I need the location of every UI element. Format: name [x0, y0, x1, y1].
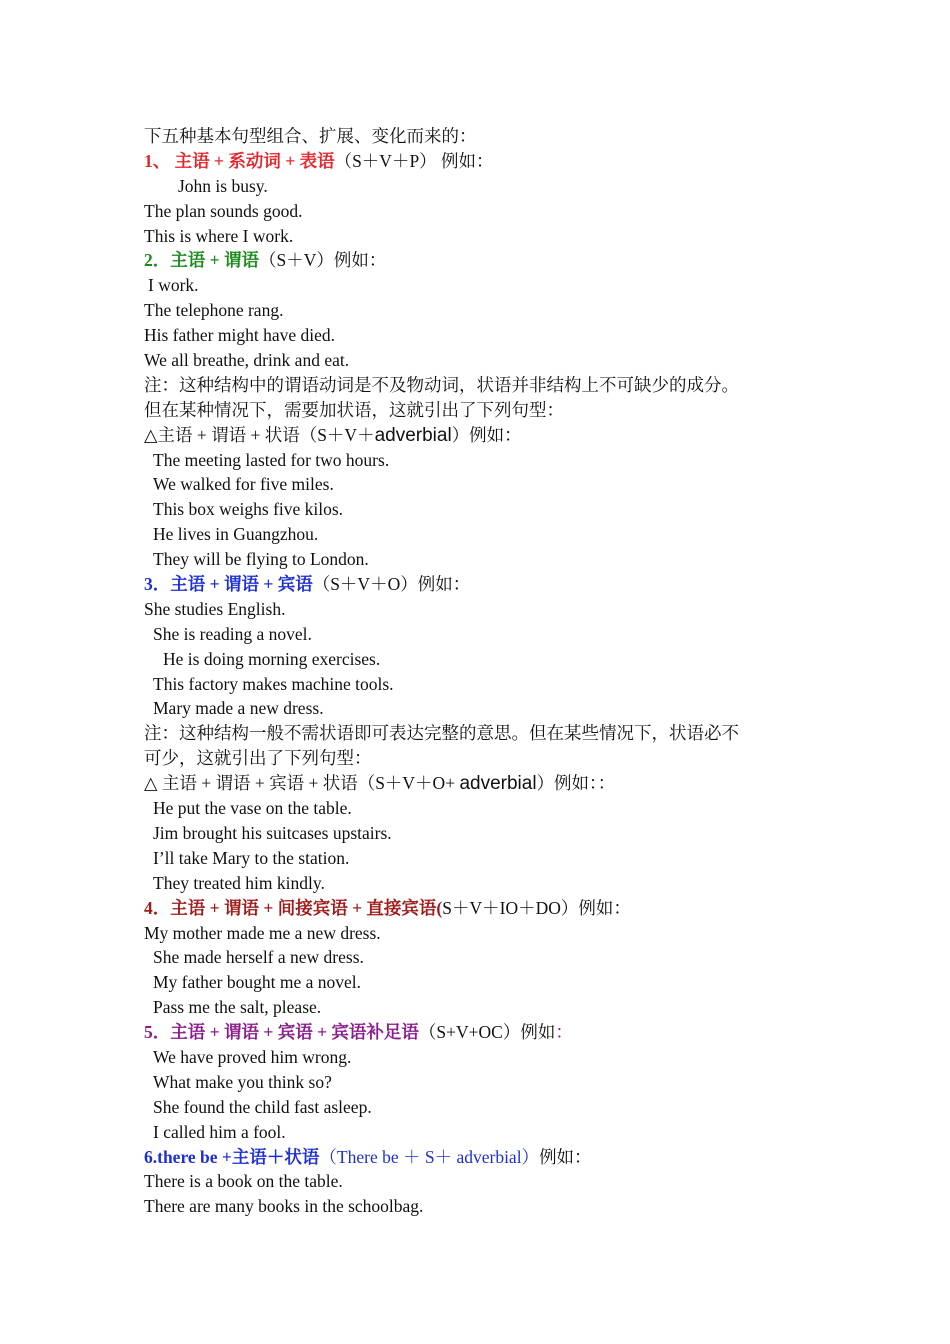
section-6-formula: （There be ＋ S＋ adverbial）: [319, 1146, 540, 1167]
example-line: He lives in Guangzhou.: [153, 524, 319, 545]
sub-pattern-tail: ）例如：：: [536, 773, 616, 794]
section-3-heading: [144, 572, 824, 597]
example-line: This is where I work.: [144, 225, 294, 246]
section-6-heading: [144, 1145, 824, 1170]
section-4-heading: [144, 896, 824, 921]
example-line: We have proved him wrong.: [153, 1046, 352, 1067]
adverbial-term: adverbial: [374, 424, 452, 446]
section-6-tail: 例如：: [539, 1146, 592, 1167]
section-2-heading: [144, 248, 824, 273]
note-line: 但在某种情况下，需要加状语，这就引出了下列句型：: [144, 399, 564, 420]
example-line: John is busy.: [178, 175, 268, 196]
example-line: She made herself a new dress.: [153, 947, 364, 968]
example-line: Mary made a new dress.: [153, 698, 324, 719]
section-1-formula: （S＋V＋P） 例如：: [334, 150, 494, 171]
sub-pattern-heading: [144, 771, 824, 796]
section-6-title: 6.there be +主语＋状语: [144, 1146, 320, 1167]
example-line: The meeting lasted for two hours.: [153, 449, 390, 470]
example-line: The plan sounds good.: [144, 200, 303, 221]
sub-pattern-tail: ）例如：: [451, 424, 522, 445]
example-line: The telephone rang.: [144, 300, 284, 321]
section-5-title: 5．主语 + 谓语 + 宾语 + 宾语补足语: [144, 1022, 419, 1043]
example-line: My father bought me a novel.: [153, 972, 362, 993]
example-line: He put the vase on the table.: [153, 798, 352, 819]
example-line: He is doing morning exercises.: [163, 648, 381, 669]
intro-line: 下五种基本句型组合、扩展、变化而来的：: [144, 126, 477, 146]
section-3-title: 3．主语 + 谓语 + 宾语: [144, 574, 313, 595]
section-4-formula: S＋V＋IO＋DO）例如：: [442, 897, 631, 918]
example-line: My mother made me a new dress.: [144, 922, 381, 943]
example-line: There are many books in the schoolbag.: [144, 1196, 424, 1217]
note-line: 可少，这就引出了下列句型：: [144, 748, 372, 769]
example-line: What make you think so?: [153, 1071, 332, 1092]
example-line: Jim brought his suitcases upstairs.: [153, 822, 392, 843]
example-line: I called him a fool.: [153, 1121, 286, 1142]
example-line: We all breathe, drink and eat.: [144, 350, 350, 371]
example-line: This factory makes machine tools.: [153, 673, 394, 694]
example-line: I work.: [148, 275, 199, 296]
section-4-title: 4．主语 + 谓语 + 间接宾语 + 直接宾语(: [144, 897, 443, 918]
example-line: She found the child fast asleep.: [153, 1096, 372, 1117]
sub-pattern-heading: [144, 423, 824, 448]
document-page: [144, 124, 824, 1219]
example-line: We walked for five miles.: [153, 474, 334, 495]
section-5-heading: [144, 1020, 824, 1045]
adverbial-term: adverbial: [459, 773, 537, 795]
example-line: There is a book on the table.: [144, 1171, 343, 1192]
example-line: His father might have died.: [144, 325, 335, 346]
example-line: She studies English.: [144, 598, 286, 619]
example-line: They will be flying to London.: [153, 549, 369, 570]
note-line: 注：这种结构中的谓语动词是不及物动词，状语并非结构上不可缺少的成分。: [144, 374, 739, 395]
section-1-heading: [144, 149, 824, 174]
section-5-colon: ：: [555, 1022, 573, 1043]
example-line: They treated him kindly.: [153, 872, 325, 893]
sub-pattern-text: △ 主语 + 谓语 + 宾语 + 状语（S＋V＋O+: [144, 773, 460, 794]
example-line: This box weighs five kilos.: [153, 499, 344, 520]
example-line: I’ll take Mary to the station.: [153, 847, 350, 868]
section-3-formula: （S＋V＋O）例如：: [312, 574, 471, 595]
section-2-title: 2．主语 + 谓语: [144, 250, 259, 271]
section-2-formula: （S＋V）例如：: [258, 250, 387, 271]
sub-pattern-text: △主语 + 谓语 + 状语（S＋V＋: [144, 424, 375, 445]
example-line: She is reading a novel.: [153, 623, 312, 644]
note-line: 注：这种结构一般不需状语即可表达完整的意思。但在某些情况下，状语必不: [144, 723, 739, 744]
example-line: Pass me the salt, please.: [153, 997, 322, 1018]
section-1-title: 1、 主语 + 系动词 + 表语: [144, 150, 335, 171]
section-5-formula: （S+V+OC）例如: [418, 1022, 556, 1043]
